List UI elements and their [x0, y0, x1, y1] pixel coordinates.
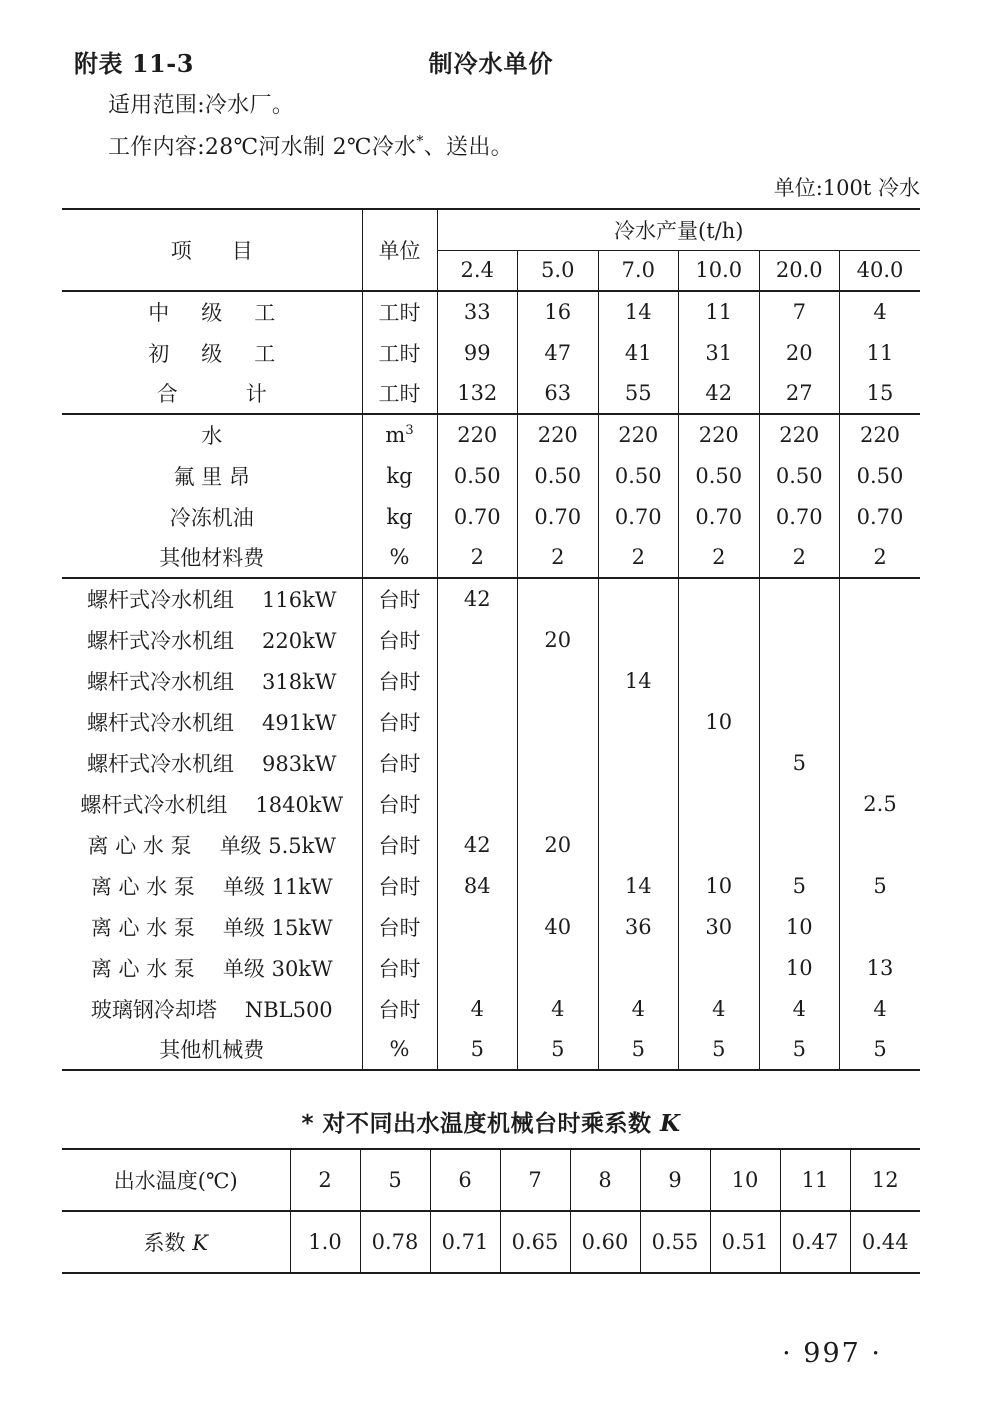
cell-factor: 0.78 — [360, 1211, 430, 1273]
table-row — [62, 1149, 920, 1211]
cell-value: 10 — [679, 701, 760, 742]
page-title: 制冷水单价 — [428, 49, 554, 78]
cell-value: 0.50 — [679, 455, 760, 496]
row-label-name: 螺杆式冷水机组 — [87, 751, 235, 776]
cell-value — [518, 578, 599, 619]
header-capacity-group: 冷水产量(t/h) — [437, 209, 920, 250]
cell-temperature: 9 — [640, 1149, 710, 1211]
cell-value — [437, 619, 518, 660]
outlet-temperature-coefficient-table — [62, 1148, 920, 1274]
header-capacity-2: 7.0 — [598, 250, 679, 291]
row-label — [62, 1211, 290, 1273]
cell-value — [598, 742, 679, 783]
table-row — [62, 988, 920, 1029]
row-label-name: 离 心 水 泵 — [90, 874, 195, 899]
cell-value: 0.50 — [518, 455, 599, 496]
row-label-name: 螺杆式冷水机组 — [87, 669, 235, 694]
cell-value: 13 — [840, 947, 921, 988]
cell-value — [518, 701, 599, 742]
cell-value: 15 — [840, 373, 921, 414]
table-row — [62, 906, 920, 947]
row-label-symbol: K — [192, 1231, 208, 1255]
cell-value — [679, 619, 760, 660]
cell-value: 220 — [598, 414, 679, 455]
cell-value: 0.50 — [598, 455, 679, 496]
row-label: 出水温度(℃) — [62, 1149, 290, 1211]
cell-value — [759, 660, 840, 701]
cell-value — [679, 824, 760, 865]
unit-note: 单位:100t 冷水 — [773, 176, 920, 200]
cell-value — [759, 701, 840, 742]
cell-value: 20 — [759, 332, 840, 373]
cell-value: 20 — [518, 824, 599, 865]
row-label-text: 系数 — [143, 1231, 193, 1255]
row-unit: 工时 — [362, 332, 437, 373]
row-unit: % — [362, 1029, 437, 1070]
row-label-name: 螺杆式冷水机组 — [87, 710, 235, 735]
cell-value — [598, 947, 679, 988]
cell-value: 0.50 — [759, 455, 840, 496]
cell-value: 5 — [679, 1029, 760, 1070]
cell-value: 10 — [759, 906, 840, 947]
cell-value: 5 — [759, 1029, 840, 1070]
cell-value: 0.50 — [840, 455, 921, 496]
row-label-a: 初 — [148, 341, 182, 366]
cell-value: 30 — [679, 906, 760, 947]
cell-value: 16 — [518, 291, 599, 332]
cell-value: 10 — [679, 865, 760, 906]
work-content-note — [108, 130, 513, 161]
cell-value: 0.70 — [598, 496, 679, 537]
cell-value — [598, 619, 679, 660]
cell-factor: 0.51 — [710, 1211, 780, 1273]
cell-value — [759, 578, 840, 619]
main-table-container — [62, 208, 920, 1071]
cell-value: 5 — [598, 1029, 679, 1070]
cell-value — [759, 783, 840, 824]
table-row — [62, 332, 920, 373]
row-label — [62, 824, 362, 865]
table-row — [62, 1211, 920, 1273]
row-label: 冷冻机油 — [169, 505, 254, 530]
row-label: 其他材料费 — [159, 546, 265, 570]
row-unit-base: m — [385, 423, 406, 447]
cell-value: 2.5 — [840, 783, 921, 824]
row-unit: 工时 — [362, 291, 437, 332]
table-row — [62, 537, 920, 578]
cell-value: 42 — [463, 832, 491, 857]
row-label-c: 计 — [245, 382, 267, 406]
cell-factor: 0.65 — [500, 1211, 570, 1273]
cell-value: 2 — [598, 537, 679, 578]
cell-value — [437, 906, 518, 947]
header-capacity-1: 5.0 — [518, 250, 599, 291]
cell-factor: 0.71 — [430, 1211, 500, 1273]
cell-factor: 0.55 — [640, 1211, 710, 1273]
row-unit: 台时 — [362, 988, 437, 1029]
row-label-name: 螺杆式冷水机组 — [87, 628, 235, 653]
cell-temperature: 7 — [500, 1149, 570, 1211]
cell-value: 36 — [598, 906, 679, 947]
table-row — [62, 578, 920, 619]
row-label — [62, 742, 362, 783]
row-unit: 台时 — [362, 947, 437, 988]
table-row — [62, 373, 920, 414]
coefficient-title-text: * 对不同出水温度机械台时乘系数 — [301, 1111, 661, 1137]
cell-value: 11 — [840, 332, 921, 373]
header-item-b: 目 — [231, 239, 253, 263]
header-unit: 单位 — [362, 209, 437, 291]
row-label — [62, 291, 362, 332]
row-label — [62, 619, 362, 660]
row-label — [62, 660, 362, 701]
row-label-a: 中 — [148, 301, 182, 325]
cell-factor: 1.0 — [290, 1211, 360, 1273]
cell-value: 27 — [759, 373, 840, 414]
row-label-spec: 220kW — [262, 628, 337, 653]
cell-value: 4 — [840, 291, 921, 332]
cell-value: 132 — [457, 381, 498, 405]
row-label — [62, 701, 362, 742]
cell-factor: 0.44 — [850, 1211, 920, 1273]
row-label-name: 螺杆式冷水机组 — [80, 792, 228, 817]
cell-value — [679, 783, 760, 824]
cell-value — [840, 619, 921, 660]
cell-value: 5 — [840, 865, 921, 906]
cell-value: 2 — [840, 537, 921, 578]
cell-value: 0.70 — [518, 496, 599, 537]
cell-value — [598, 578, 679, 619]
coefficient-title-symbol: K — [660, 1110, 681, 1137]
cell-value: 40 — [518, 906, 599, 947]
cell-value: 14 — [598, 291, 679, 332]
cell-value: 84 — [463, 873, 491, 898]
row-label — [62, 783, 362, 824]
cell-value — [518, 947, 599, 988]
work-content-prefix: 工作内容:28℃河水制 2℃冷水 — [108, 135, 417, 160]
row-label — [62, 988, 362, 1029]
row-label-spec: 单级 11kW — [222, 874, 333, 899]
cell-value: 4 — [759, 988, 840, 1029]
cell-value — [437, 783, 518, 824]
cell-value: 220 — [518, 414, 599, 455]
cell-factor: 0.47 — [780, 1211, 850, 1273]
table-row — [62, 742, 920, 783]
cell-value: 31 — [679, 332, 760, 373]
table-row — [62, 496, 920, 537]
cell-value: 5 — [759, 865, 840, 906]
cell-value: 4 — [679, 988, 760, 1029]
row-label: 氟 里 昂 — [173, 464, 250, 489]
cell-value: 220 — [679, 414, 760, 455]
row-label-a: 合 — [156, 382, 190, 406]
cell-value: 20 — [518, 619, 599, 660]
cell-value — [759, 824, 840, 865]
row-label — [62, 865, 362, 906]
table-row — [62, 824, 920, 865]
cell-value — [840, 906, 921, 947]
cell-value — [840, 660, 921, 701]
cell-value — [679, 578, 760, 619]
row-label — [62, 332, 362, 373]
cell-value: 2 — [759, 537, 840, 578]
row-label-name: 离 心 水 泵 — [87, 833, 192, 858]
table-number: 附表 11-3 — [74, 49, 194, 78]
cell-value: 7 — [759, 291, 840, 332]
row-label-name: 玻璃钢冷却塔 — [90, 997, 217, 1022]
header-capacity-5: 40.0 — [840, 250, 921, 291]
header-item-a: 项 — [170, 239, 204, 263]
header-capacity-3: 10.0 — [679, 250, 760, 291]
row-label — [62, 1029, 362, 1070]
cell-value: 0.70 — [759, 496, 840, 537]
cell-value — [840, 701, 921, 742]
row-label-name: 离 心 水 泵 — [90, 956, 195, 981]
row-label-spec: 单级 15kW — [222, 915, 333, 940]
cell-value — [679, 660, 760, 701]
row-unit-exponent: 3 — [405, 423, 414, 438]
cell-temperature: 8 — [570, 1149, 640, 1211]
table-row — [62, 660, 920, 701]
row-unit: 台时 — [362, 660, 437, 701]
row-label-spec: 单级 5.5kW — [219, 833, 336, 858]
row-unit: kg — [362, 455, 437, 496]
row-label — [62, 947, 362, 988]
row-label-c: 工 — [254, 301, 276, 325]
cell-value — [840, 742, 921, 783]
cell-value: 10 — [759, 947, 840, 988]
work-content-suffix: 、送出。 — [423, 135, 513, 160]
coefficient-table-container — [62, 1148, 920, 1274]
cell-value: 0.70 — [453, 504, 501, 529]
cell-value — [518, 660, 599, 701]
cell-temperature: 10 — [710, 1149, 780, 1211]
row-unit: 工时 — [362, 373, 437, 414]
row-label-spec: 318kW — [262, 669, 337, 694]
row-label-spec: 491kW — [262, 710, 337, 735]
cell-value: 0.50 — [453, 463, 501, 488]
cell-value — [840, 578, 921, 619]
row-label — [62, 906, 362, 947]
row-unit: 台时 — [362, 865, 437, 906]
cell-value — [437, 660, 518, 701]
row-label-spec: NBL500 — [244, 997, 333, 1022]
cell-temperature: 5 — [360, 1149, 430, 1211]
row-unit: kg — [362, 496, 437, 537]
cell-temperature: 11 — [780, 1149, 850, 1211]
document-header — [0, 44, 982, 78]
cell-value: 14 — [598, 865, 679, 906]
cell-value: 5 — [518, 1029, 599, 1070]
cell-value — [679, 947, 760, 988]
row-label-spec: 983kW — [262, 751, 337, 776]
cell-temperature: 12 — [850, 1149, 920, 1211]
cell-value — [598, 824, 679, 865]
cell-value — [518, 865, 599, 906]
row-unit: 台时 — [362, 906, 437, 947]
cell-value: 63 — [518, 373, 599, 414]
cell-value: 2 — [470, 545, 484, 569]
cell-value: 99 — [463, 340, 491, 365]
cell-value: 2 — [679, 537, 760, 578]
cell-factor: 0.60 — [570, 1211, 640, 1273]
row-label — [62, 373, 362, 414]
cell-value: 220 — [759, 414, 840, 455]
cell-value: 2 — [518, 537, 599, 578]
cell-value: 42 — [679, 373, 760, 414]
table-row — [62, 947, 920, 988]
cell-value: 5 — [840, 1029, 921, 1070]
row-label-name: 其他机械费 — [159, 1038, 265, 1062]
cell-value: 0.70 — [840, 496, 921, 537]
table-row — [62, 701, 920, 742]
row-label-spec: 单级 30kW — [222, 956, 333, 981]
cell-value: 14 — [598, 660, 679, 701]
row-unit: 台时 — [362, 701, 437, 742]
row-label-spec: 116kW — [262, 588, 337, 612]
cell-value: 5 — [437, 1029, 518, 1070]
row-label-name: 螺杆式冷水机组 — [87, 588, 235, 612]
table-header-row-1 — [62, 209, 920, 250]
cell-value: 5 — [759, 742, 840, 783]
cell-value: 55 — [598, 373, 679, 414]
cell-value: 11 — [679, 291, 760, 332]
cell-value: 4 — [598, 988, 679, 1029]
row-unit: 台时 — [362, 619, 437, 660]
row-unit: 台时 — [362, 742, 437, 783]
cell-value — [598, 783, 679, 824]
cell-value — [679, 742, 760, 783]
row-unit: 台时 — [362, 578, 437, 619]
row-unit — [362, 414, 437, 455]
cell-value: 4 — [518, 988, 599, 1029]
cooling-water-unit-price-table — [62, 208, 920, 1071]
header-capacity-4: 20.0 — [759, 250, 840, 291]
coefficient-table-title — [0, 1105, 982, 1138]
cell-value — [437, 947, 518, 988]
table-row — [62, 865, 920, 906]
table-row — [62, 414, 920, 455]
cell-value: 220 — [840, 414, 921, 455]
table-row — [62, 783, 920, 824]
cell-value: 4 — [840, 988, 921, 1029]
scope-note: 适用范围:冷水厂。 — [108, 93, 295, 118]
cell-value — [518, 783, 599, 824]
table-row — [62, 619, 920, 660]
row-label — [62, 578, 362, 619]
cell-value — [840, 824, 921, 865]
header-capacity-0: 2.4 — [437, 250, 518, 291]
cell-value: 0.70 — [679, 496, 760, 537]
cell-value — [759, 619, 840, 660]
cell-temperature: 2 — [290, 1149, 360, 1211]
row-label-c: 工 — [254, 341, 276, 366]
row-label-b: 级 — [201, 301, 235, 325]
cell-value: 47 — [518, 332, 599, 373]
table-row — [62, 455, 920, 496]
cell-value: 42 — [437, 578, 518, 619]
cell-value — [518, 742, 599, 783]
cell-value — [598, 701, 679, 742]
header-item — [62, 209, 362, 291]
page-number: · 997 · — [782, 1338, 882, 1369]
table-row — [62, 291, 920, 332]
row-unit: 台时 — [362, 783, 437, 824]
cell-value — [437, 742, 518, 783]
row-unit: 台时 — [362, 824, 437, 865]
cell-value: 4 — [470, 996, 484, 1021]
cell-value — [437, 701, 518, 742]
cell-value: 33 — [437, 291, 518, 332]
asterisk-marker: * — [416, 133, 424, 150]
cell-temperature: 6 — [430, 1149, 500, 1211]
row-label-spec: 1840kW — [255, 792, 344, 817]
cell-value: 41 — [598, 332, 679, 373]
cell-value: 220 — [437, 414, 518, 455]
row-unit: % — [362, 537, 437, 578]
row-label-name: 离 心 水 泵 — [90, 915, 195, 940]
row-label: 水 — [62, 414, 362, 455]
row-label-b: 级 — [201, 341, 235, 366]
table-row — [62, 1029, 920, 1070]
